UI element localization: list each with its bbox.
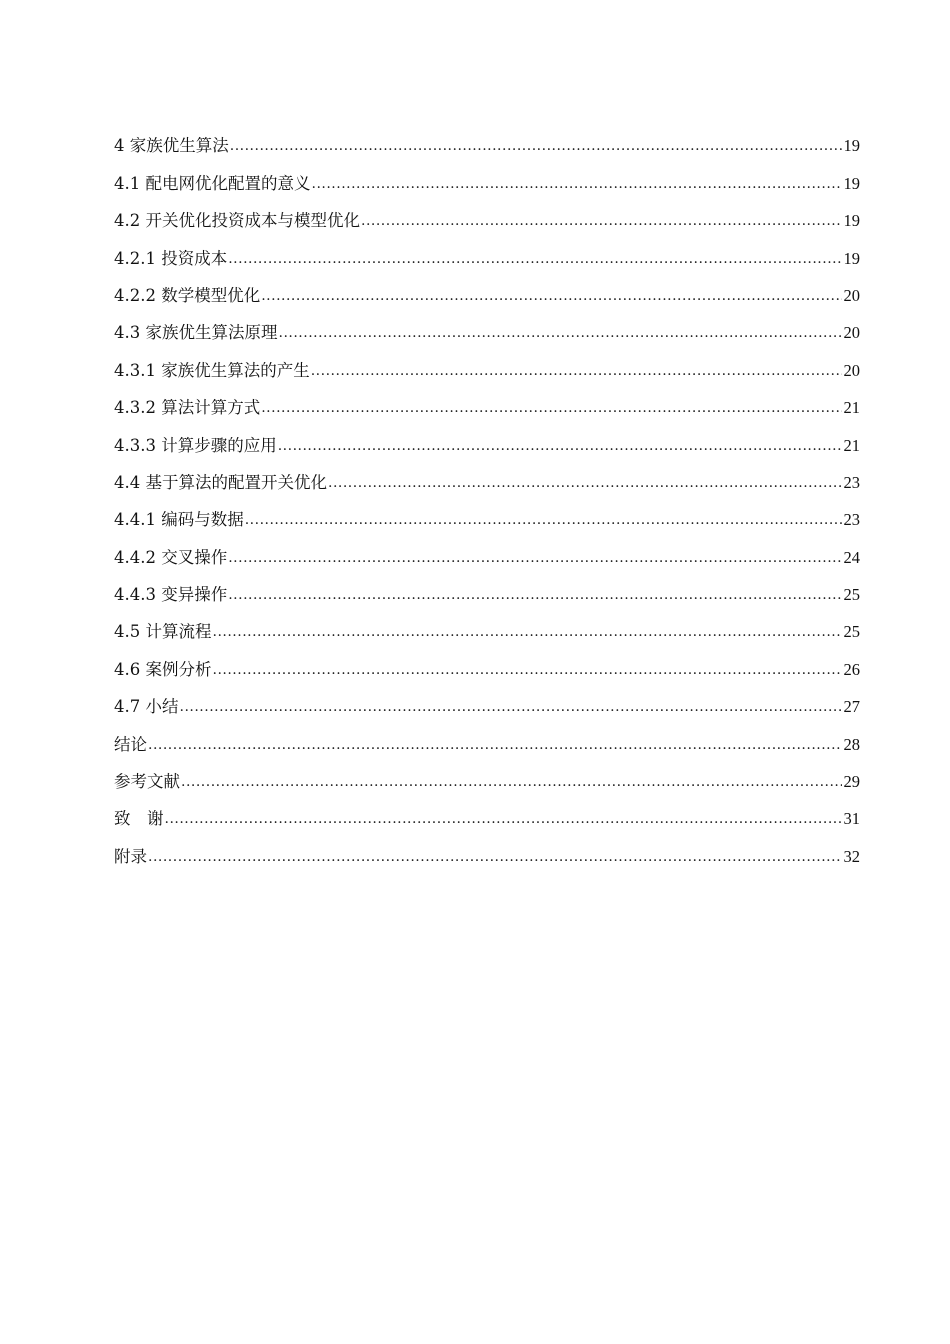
toc-entry-page: 29 bbox=[843, 772, 860, 792]
toc-dot-leader bbox=[312, 173, 842, 195]
toc-dot-leader bbox=[148, 734, 842, 756]
toc-dot-leader bbox=[180, 696, 842, 718]
toc-dot-leader bbox=[361, 210, 842, 232]
toc-entry-page: 21 bbox=[843, 435, 860, 455]
toc-entry-title: 4.2 开关优化投资成本与模型优化 bbox=[114, 211, 360, 231]
toc-entry-title: 结论 bbox=[114, 734, 147, 754]
toc-entry[interactable] bbox=[114, 793, 860, 830]
toc-entry[interactable] bbox=[114, 270, 860, 307]
toc-entry-page: 25 bbox=[843, 622, 860, 642]
toc-entry-title: 致 谢 bbox=[114, 809, 164, 829]
toc-entry[interactable] bbox=[114, 606, 860, 643]
toc-entry-page: 20 bbox=[843, 323, 860, 343]
toc-entry-title: 4.5 计算流程 bbox=[114, 622, 212, 642]
toc-entry-page: 19 bbox=[843, 136, 860, 156]
toc-entry-page: 24 bbox=[843, 547, 860, 567]
toc-entry[interactable] bbox=[114, 569, 860, 606]
toc-entry[interactable] bbox=[114, 232, 860, 269]
toc-entry[interactable] bbox=[114, 157, 860, 194]
toc-entry[interactable] bbox=[114, 120, 860, 157]
toc-entry-page: 19 bbox=[843, 173, 860, 193]
toc-entry[interactable] bbox=[114, 756, 860, 793]
toc-entry-title: 4.3.1 家族优生算法的产生 bbox=[114, 360, 310, 380]
toc-entry[interactable] bbox=[114, 830, 860, 867]
toc-entry-page: 20 bbox=[843, 360, 860, 380]
toc-entry-title: 4.1 配电网优化配置的意义 bbox=[114, 173, 311, 193]
toc-entry-page: 26 bbox=[843, 659, 860, 679]
toc-entry-title: 4 家族优生算法 bbox=[114, 136, 229, 156]
toc-dot-leader bbox=[228, 547, 841, 569]
toc-dot-leader bbox=[261, 285, 841, 307]
toc-entry[interactable] bbox=[114, 382, 860, 419]
toc-entry-title: 4.7 小结 bbox=[114, 697, 179, 717]
toc-entry-title: 4.2.2 数学模型优化 bbox=[114, 285, 261, 305]
toc-dot-leader bbox=[245, 509, 842, 531]
toc-dot-leader bbox=[311, 360, 842, 382]
toc-dot-leader bbox=[181, 771, 842, 793]
toc-entry[interactable] bbox=[114, 195, 860, 232]
toc-dot-leader bbox=[279, 322, 842, 344]
toc-entry-title: 4.6 案例分析 bbox=[114, 659, 212, 679]
toc-entry-title: 附录 bbox=[114, 846, 147, 866]
toc-entry-title: 4.4 基于算法的配置开关优化 bbox=[114, 472, 327, 492]
toc-entry-title: 4.3.2 算法计算方式 bbox=[114, 398, 261, 418]
toc-entry-page: 27 bbox=[843, 697, 860, 717]
toc-entry-page: 23 bbox=[843, 510, 860, 530]
toc-entry[interactable] bbox=[114, 419, 860, 456]
toc-entry-page: 25 bbox=[843, 585, 860, 605]
table-of-contents bbox=[114, 120, 860, 868]
toc-dot-leader bbox=[230, 135, 842, 157]
toc-dot-leader bbox=[228, 248, 841, 270]
toc-entry-page: 20 bbox=[843, 285, 860, 305]
toc-dot-leader bbox=[165, 808, 842, 830]
toc-entry-title: 4.3 家族优生算法原理 bbox=[114, 323, 278, 343]
toc-entry-page: 21 bbox=[843, 398, 860, 418]
toc-entry-title: 4.3.3 计算步骤的应用 bbox=[114, 435, 277, 455]
toc-entry-page: 32 bbox=[843, 846, 860, 866]
toc-entry[interactable] bbox=[114, 457, 860, 494]
toc-entry[interactable] bbox=[114, 643, 860, 680]
toc-entry-title: 4.2.1 投资成本 bbox=[114, 248, 228, 268]
toc-entry-page: 28 bbox=[843, 734, 860, 754]
toc-entry-page: 31 bbox=[843, 809, 860, 829]
toc-dot-leader bbox=[228, 584, 841, 606]
toc-entry-title: 4.4.2 交叉操作 bbox=[114, 547, 228, 567]
toc-entry-page: 19 bbox=[843, 211, 860, 231]
toc-entry-title: 4.4.3 变异操作 bbox=[114, 585, 228, 605]
toc-entry[interactable] bbox=[114, 494, 860, 531]
toc-dot-leader bbox=[328, 472, 842, 494]
toc-entry[interactable] bbox=[114, 718, 860, 755]
toc-entry-page: 23 bbox=[843, 472, 860, 492]
toc-dot-leader bbox=[213, 659, 842, 681]
toc-entry[interactable] bbox=[114, 681, 860, 718]
toc-dot-leader bbox=[278, 435, 842, 457]
toc-dot-leader bbox=[148, 846, 842, 868]
toc-entry-title: 4.4.1 编码与数据 bbox=[114, 510, 244, 530]
toc-entry-page: 19 bbox=[843, 248, 860, 268]
toc-entry[interactable] bbox=[114, 307, 860, 344]
toc-entry[interactable] bbox=[114, 531, 860, 568]
toc-entry[interactable] bbox=[114, 344, 860, 381]
toc-dot-leader bbox=[261, 397, 841, 419]
toc-entry-title: 参考文献 bbox=[114, 772, 180, 792]
toc-dot-leader bbox=[213, 621, 842, 643]
